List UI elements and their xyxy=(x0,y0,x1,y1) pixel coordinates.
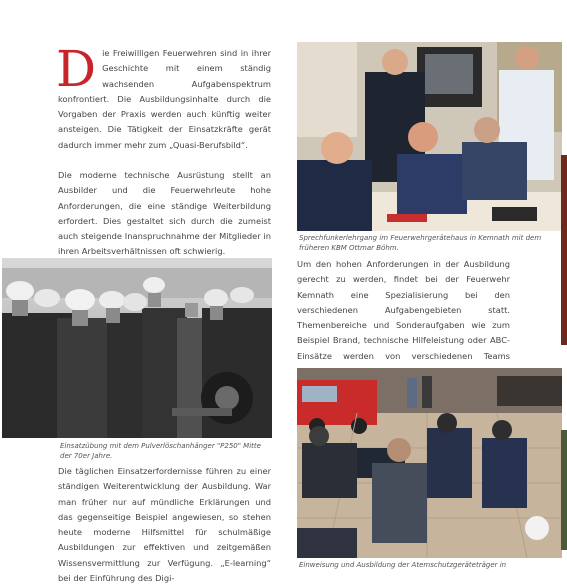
radio-course-caption: Sprechfunkerlehrgang im Feuerwehrgerätehaus in Kemnath mit dem früheren KBM Ottmar Böhm. xyxy=(299,234,542,252)
breathing-apparatus-caption: Einweisung und Ausbildung der Atemschutzgeräteträger in xyxy=(299,561,507,569)
breathing-apparatus-photo xyxy=(297,368,562,558)
equipment-paragraph: Die moderne technische Ausrüstung stellt an Ausbilder und die Feuerwehrleute hohe Anforderungen, die eine ständige Weiterbildung erfordert. Dies gestaltet sich durch die zumeist auch steigende Inanspruchnahme der Mitglieder in ihren Arbeitsverhältnissen oft schwierig. xyxy=(58,170,271,257)
radio-course-image xyxy=(297,42,562,231)
neighbouring-page-edge-lower xyxy=(561,430,567,550)
intro-paragraph xyxy=(56,40,271,153)
training-evolution-paragraph: Die täglichen Einsatzerfordernisse führen zu einer ständigen Weiterentwicklung der Ausbildung. War man früher nur auf mündliche Erklärungen und das gegenseitige Beispiel angewiesen, so stehen heute moderne Hilfsmittel für schulmäßige Ausbildungen zur effektiven und zeitgemäßen Wissensvermittlung zur Verfügung. „E-learning“ bei der Einführung des Digi- xyxy=(58,466,271,584)
radio-course-photo xyxy=(297,42,562,231)
breathing-apparatus-image xyxy=(297,368,562,558)
specialization-paragraph: Um den hohen Anforderungen in der Ausbildung gerecht zu werden, findet bei der Feuerwehr Kemnath eine Spezialisierung bei den verschiedenen Aufgabengebieten statt. Themenbereiche und Sonderaufgaben wie zum Beispiel Brand, technische Hilfeleistung oder ABC-Einsätze werden von verschiedenen Teams xyxy=(297,259,510,361)
historic-exercise-photo xyxy=(2,258,272,438)
neighbouring-page-edge xyxy=(561,155,567,345)
historic-exercise-image xyxy=(2,258,272,438)
historic-photo-caption: Einsatzübung mit dem Pulverlöschanhänger "P250" Mitte der 70er Jahre. xyxy=(60,442,261,460)
drop-cap: D xyxy=(56,40,97,98)
intro-text: ie Freiwilligen Feuerwehren sind in ihrer Geschichte mit einem ständig wachsenden Aufgabenspektrum konfrontiert. Die Ausbildungsinhalte durch die Vorgaben der Praxis werden auch künftig weiter ansteigen. Die Tätigkeit der Einsatzkräfte gerät dadurch immer mehr zum „Quasi-Berufsbild“. xyxy=(58,48,271,150)
